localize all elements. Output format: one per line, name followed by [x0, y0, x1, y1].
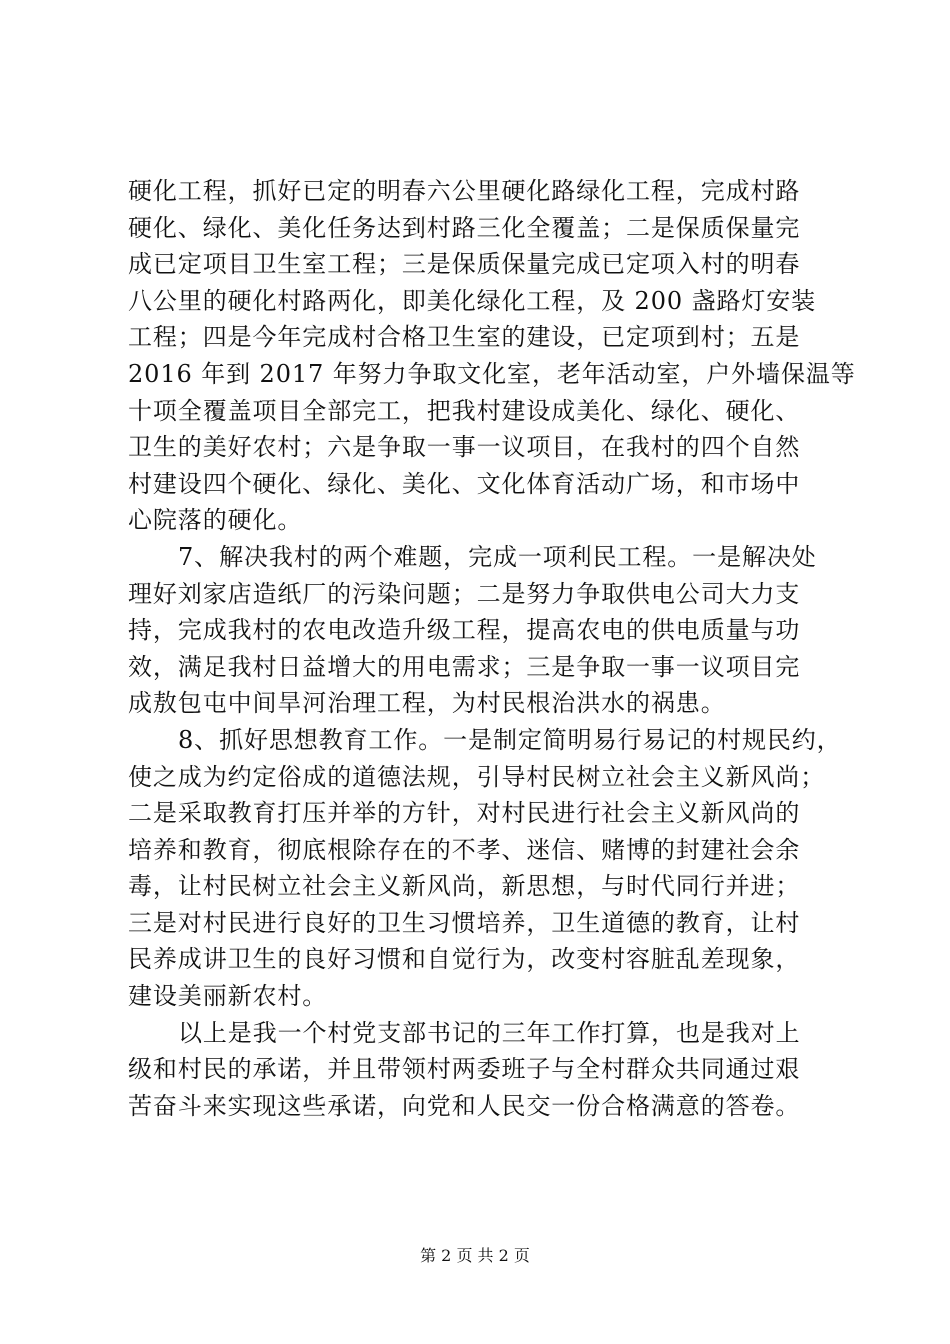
text-line: 成敖包屯中间旱河治理工程，为村民根治洪水的祸患。: [128, 689, 726, 718]
text-line: 卫生的美好农村；六是争取一事一议项目，在我村的四个自然: [128, 433, 801, 462]
text-line: 7、解决我村的两个难题，完成一项利民工程。一是解决处: [178, 542, 817, 571]
text-line: 硬化工程，抓好已定的明春六公里硬化路绿化工程，完成村路: [128, 177, 801, 205]
document-body: [128, 173, 856, 1124]
text-line: 2016 年到 2017 年努力争取文化室，老年活动室，户外墙保温等: [128, 359, 856, 388]
text-line: 八公里的硬化村路两化，即美化绿化工程，及 200 盏路灯安装: [128, 286, 817, 315]
text-line: 8、抓好思想教育工作。一是制定简明易行易记的村规民约，: [178, 725, 842, 754]
paragraph: [128, 539, 828, 722]
paragraph: [128, 722, 842, 1015]
text-line: 效，满足我村日益增大的用电需求；三是争取一事一议项目完: [128, 652, 801, 681]
text-line: 毒，让村民树立社会主义新风尚，新思想，与时代同行并进；: [128, 872, 801, 901]
text-line: 持，完成我村的农电改造升级工程，提高农电的供电质量与功: [128, 616, 801, 645]
text-line: 二是采取教育打压并举的方针，对村民进行社会主义新风尚的: [128, 799, 801, 828]
text-line: 三是对村民进行良好的卫生习惯培养，卫生道德的教育，让村: [128, 908, 801, 937]
text-line: 培养和教育，彻底根除存在的不孝、迷信、赌博的封建社会余: [128, 835, 801, 864]
text-line: 工程；四是今年完成村合格卫生室的建设，已定项到村；五是: [128, 323, 801, 352]
text-line: 使之成为约定俗成的道德法规，引导村民树立社会主义新风尚；: [128, 762, 826, 791]
text-line: 成已定项目卫生室工程；三是保质保量完成已定项入村的明春: [128, 250, 801, 279]
paragraph: [128, 1015, 828, 1125]
text-line: 十项全覆盖项目全部完工，把我村建设成美化、绿化、硬化、: [128, 396, 801, 425]
text-line: 苦奋斗来实现这些承诺，向党和人民交一份合格满意的答卷。: [128, 1091, 801, 1120]
paragraph: [128, 173, 856, 539]
text-line: 理好刘家店造纸厂的污染问题；二是努力争取供电公司大力支: [128, 579, 801, 608]
text-line: 级和村民的承诺，并且带领村两委班子与全村群众共同通过艰: [128, 1055, 801, 1084]
text-line: 硬化、绿化、美化任务达到村路三化全覆盖；二是保质保量完: [128, 213, 801, 242]
text-line: 建设美丽新农村。: [128, 982, 328, 1011]
text-line: 心院落的硬化。: [128, 506, 303, 535]
text-line: 以上是我一个村党支部书记的三年工作打算，也是我对上: [178, 1018, 801, 1047]
text-line: 民养成讲卫生的良好习惯和自觉行为，改变村容脏乱差现象，: [128, 945, 801, 974]
text-line: 村建设四个硬化、绿化、美化、文化体育活动广场，和市场中: [128, 469, 801, 498]
page-footer: 第 2 页 共 2 页: [420, 1246, 530, 1265]
